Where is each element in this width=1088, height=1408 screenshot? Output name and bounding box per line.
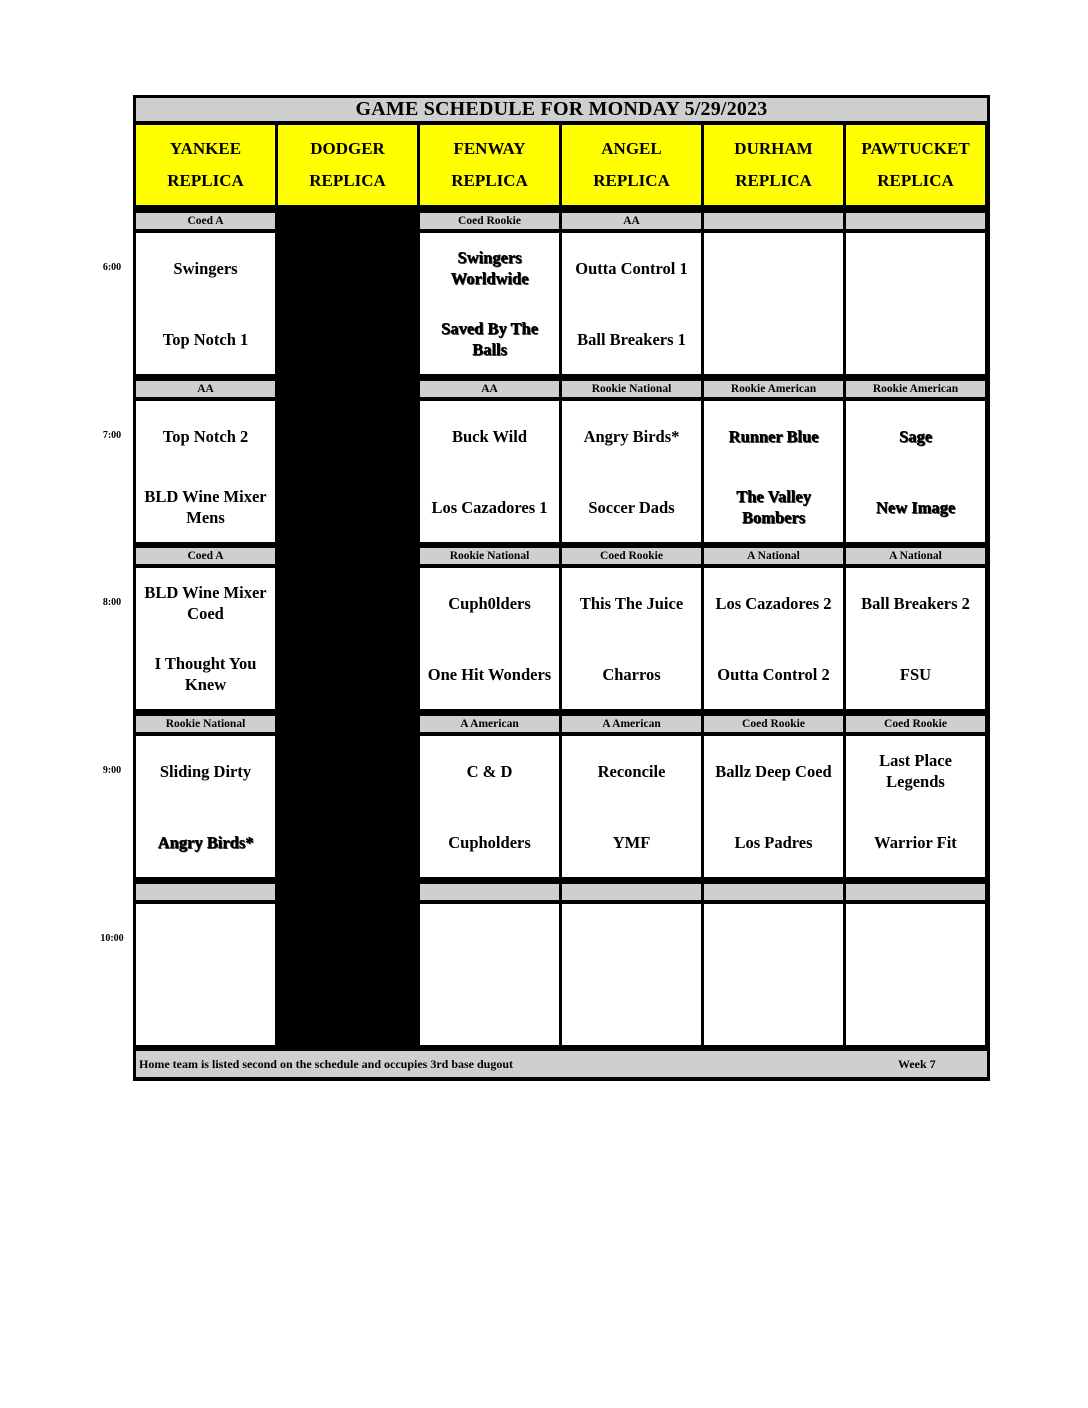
field-name: DODGER bbox=[310, 139, 385, 158]
division-label: Rookie National bbox=[562, 381, 701, 397]
game-cell bbox=[420, 568, 559, 709]
home-team: I Thought You Knew bbox=[154, 654, 257, 694]
home-team: The Valley Bombers bbox=[736, 487, 811, 527]
visiting-team: Outta Control 1 bbox=[575, 258, 688, 278]
time-label: 8:00 bbox=[102, 597, 122, 608]
visiting-team: Top Notch 2 bbox=[162, 426, 249, 446]
visiting-team: Sliding Dirty bbox=[159, 761, 252, 781]
home-team bbox=[846, 304, 985, 374]
division-label: Rookie American bbox=[704, 381, 843, 397]
visiting-team: Buck Wild bbox=[451, 426, 528, 446]
home-team: Cupholders bbox=[448, 832, 531, 852]
home-team bbox=[420, 975, 559, 1045]
game-cell bbox=[704, 233, 843, 374]
game-cell bbox=[704, 736, 843, 877]
game-cell bbox=[562, 904, 701, 1045]
visiting-team bbox=[704, 904, 843, 974]
division-label: Rookie American bbox=[846, 381, 985, 397]
game-cell bbox=[846, 401, 985, 542]
home-team: Los Cazadores 1 bbox=[431, 497, 548, 517]
game-cell bbox=[704, 904, 843, 1045]
home-team bbox=[846, 975, 985, 1045]
field-header-yankee bbox=[136, 125, 275, 205]
game-cell bbox=[562, 568, 701, 709]
field-name: FENWAY bbox=[453, 139, 526, 158]
visiting-team bbox=[420, 904, 559, 974]
game-cell bbox=[846, 736, 985, 877]
visiting-team bbox=[846, 904, 985, 974]
field-header-angel bbox=[562, 125, 701, 205]
division-label: Coed A bbox=[136, 213, 275, 229]
division-label: A American bbox=[562, 716, 701, 732]
division-label: A National bbox=[846, 548, 985, 564]
game-cell bbox=[846, 233, 985, 374]
division-label bbox=[846, 884, 985, 900]
schedule-table bbox=[133, 95, 990, 1081]
visiting-team: Runner Blue bbox=[728, 426, 819, 446]
division-label: AA bbox=[420, 381, 559, 397]
home-team bbox=[704, 975, 843, 1045]
field-subtitle: REPLICA bbox=[167, 171, 244, 190]
game-cell bbox=[562, 736, 701, 877]
game-cell bbox=[562, 233, 701, 374]
field-subtitle: REPLICA bbox=[309, 171, 386, 190]
division-label: AA bbox=[136, 381, 275, 397]
game-cell bbox=[136, 736, 275, 877]
home-team: Outta Control 2 bbox=[717, 664, 830, 684]
home-team: One Hit Wonders bbox=[427, 664, 552, 684]
game-cell bbox=[420, 904, 559, 1045]
visiting-team: Ballz Deep Coed bbox=[715, 761, 832, 781]
visiting-team: Ball Breakers 2 bbox=[861, 593, 970, 613]
division-label bbox=[136, 884, 275, 900]
division-label: A American bbox=[420, 716, 559, 732]
home-team: BLD Wine Mixer Mens bbox=[144, 487, 267, 527]
week-label: Week 7 bbox=[898, 1057, 936, 1071]
visiting-team: C & D bbox=[466, 761, 513, 781]
division-label bbox=[704, 884, 843, 900]
division-label bbox=[846, 213, 985, 229]
division-label: Rookie National bbox=[136, 716, 275, 732]
time-label: 9:00 bbox=[102, 765, 122, 776]
game-cell bbox=[136, 904, 275, 1045]
field-name: PAWTUCKET bbox=[861, 139, 970, 158]
game-cell bbox=[420, 401, 559, 542]
division-label: Coed Rookie bbox=[562, 548, 701, 564]
visiting-team bbox=[136, 904, 275, 974]
game-cell bbox=[136, 233, 275, 374]
home-team: FSU bbox=[899, 664, 932, 684]
home-team: Warrior Fit bbox=[874, 832, 957, 852]
home-team bbox=[704, 304, 843, 374]
field-name: DURHAM bbox=[734, 139, 813, 158]
home-team: Saved By The Balls bbox=[441, 319, 538, 359]
game-cell bbox=[704, 568, 843, 709]
field-header-fenway bbox=[420, 125, 559, 205]
field-header-durham bbox=[704, 125, 843, 205]
field-subtitle: REPLICA bbox=[877, 171, 954, 190]
division-label bbox=[420, 884, 559, 900]
division-label: Coed A bbox=[136, 548, 275, 564]
game-cell bbox=[136, 568, 275, 709]
visiting-team: Sage bbox=[899, 426, 932, 446]
home-team: Top Notch 1 bbox=[162, 329, 249, 349]
time-label: 7:00 bbox=[102, 430, 122, 441]
visiting-team bbox=[846, 233, 985, 303]
visiting-team: Swingers bbox=[173, 258, 238, 278]
visiting-team: Last Place Legends bbox=[879, 751, 952, 791]
home-team: Angry Birds* bbox=[157, 832, 254, 852]
field-header-dodger bbox=[278, 125, 417, 205]
game-cell bbox=[420, 233, 559, 374]
home-team: Los Padres bbox=[734, 832, 813, 852]
home-team bbox=[562, 975, 701, 1045]
game-cell bbox=[562, 401, 701, 542]
field-subtitle: REPLICA bbox=[593, 171, 670, 190]
division-label: Coed Rookie bbox=[420, 213, 559, 229]
home-team: YMF bbox=[612, 832, 651, 852]
visiting-team: BLD Wine Mixer Coed bbox=[144, 583, 267, 623]
game-cell bbox=[846, 568, 985, 709]
home-team: New Image bbox=[875, 497, 956, 517]
time-label: 10:00 bbox=[100, 933, 124, 944]
division-label bbox=[704, 213, 843, 229]
home-team: Ball Breakers 1 bbox=[577, 329, 686, 349]
field-subtitle: REPLICA bbox=[735, 171, 812, 190]
field-header-pawtucket bbox=[846, 125, 985, 205]
division-label: Rookie National bbox=[420, 548, 559, 564]
visiting-team: Los Cazadores 2 bbox=[715, 593, 832, 613]
visiting-team: Cuph0lders bbox=[448, 593, 531, 613]
division-label: A National bbox=[704, 548, 843, 564]
home-team: Soccer Dads bbox=[588, 497, 675, 517]
visiting-team: Swingers Worldwide bbox=[450, 248, 529, 288]
home-team bbox=[136, 975, 275, 1045]
division-label bbox=[562, 884, 701, 900]
home-team: Charros bbox=[602, 664, 661, 684]
visiting-team bbox=[562, 904, 701, 974]
field-name: YANKEE bbox=[169, 139, 242, 158]
division-label: Coed Rookie bbox=[704, 716, 843, 732]
field-name: ANGEL bbox=[601, 139, 662, 158]
game-cell bbox=[136, 401, 275, 542]
visiting-team: Reconcile bbox=[597, 761, 666, 781]
game-cell bbox=[420, 736, 559, 877]
game-cell bbox=[846, 904, 985, 1045]
field-subtitle: REPLICA bbox=[451, 171, 528, 190]
visiting-team: This The Juice bbox=[579, 593, 684, 613]
home-team-note: Home team is listed second on the schedule and occupies 3rd base dugout bbox=[139, 1057, 514, 1071]
game-cell bbox=[704, 401, 843, 542]
schedule-footer bbox=[136, 1051, 987, 1077]
visiting-team: Angry Birds* bbox=[583, 426, 680, 446]
division-label: AA bbox=[562, 213, 701, 229]
schedule-title: GAME SCHEDULE FOR MONDAY 5/29/2023 bbox=[136, 98, 987, 121]
time-label: 6:00 bbox=[102, 262, 122, 273]
visiting-team bbox=[704, 233, 843, 303]
division-label: Coed Rookie bbox=[846, 716, 985, 732]
